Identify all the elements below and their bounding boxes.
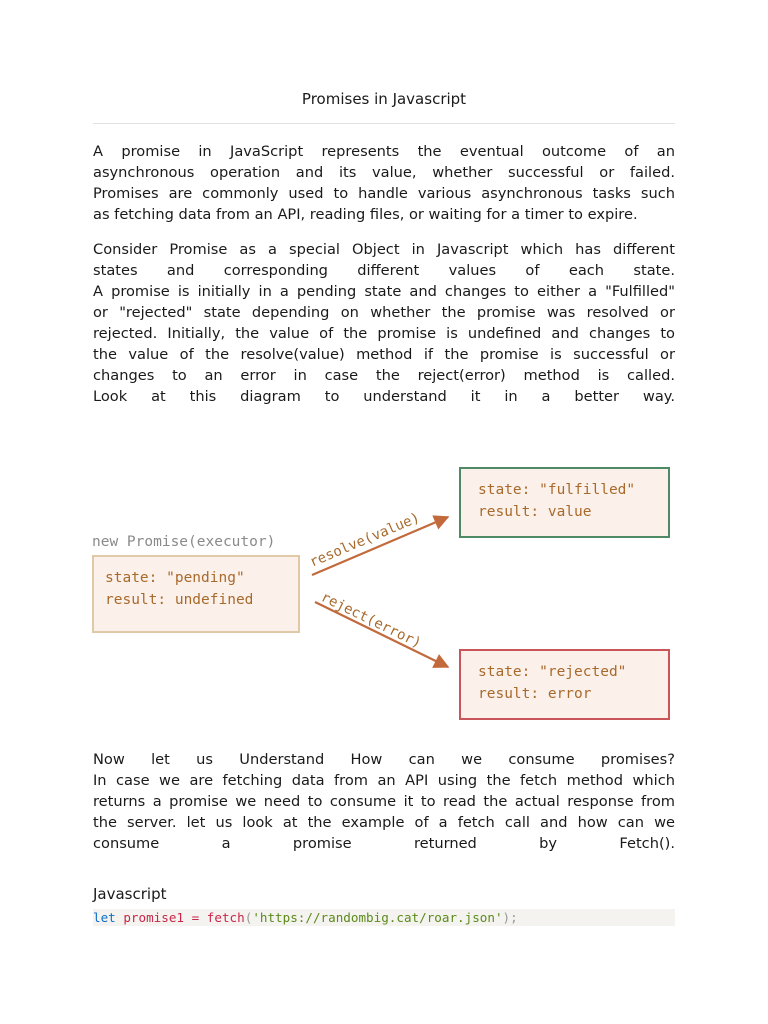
paragraph-line: Now let us Understand How can we consume promises? xyxy=(93,751,675,768)
paragraph-line: changes to an error in case the reject(error) method is called. xyxy=(93,367,675,384)
resolve-label: resolve(value) xyxy=(307,509,423,571)
states-paragraph xyxy=(93,239,675,407)
constructor-label: new Promise(executor) xyxy=(92,534,276,550)
page-title: Promises in Javascript xyxy=(301,90,467,108)
code-variable: promise1 xyxy=(123,910,185,925)
code-keyword: let xyxy=(93,910,116,925)
reject-label: reject(error) xyxy=(318,589,424,652)
pending-state-text: state: "pending" xyxy=(105,570,245,586)
rejected-state-text: state: "rejected" xyxy=(478,664,627,680)
code-open-paren: ( xyxy=(244,910,253,925)
paragraph-line: Promises are commonly used to handle various asynchronous tasks such xyxy=(93,185,675,202)
consume-paragraph xyxy=(93,749,675,854)
code-function: fetch xyxy=(206,910,245,925)
fulfilled-box xyxy=(460,468,669,537)
code-block xyxy=(93,909,675,926)
paragraph-line: Look at this diagram to understand it in a better way. xyxy=(93,388,675,405)
title-divider xyxy=(93,123,675,124)
paragraph-line: consume a promise returned by Fetch(). xyxy=(93,835,675,852)
code-close-paren: ); xyxy=(502,910,518,925)
paragraph-line: A promise is initially in a pending state and changes to either a "Fulfilled" xyxy=(93,283,675,300)
paragraph-line: In case we are fetching data from an API using the fetch method which xyxy=(93,772,675,789)
pending-result-text: result: undefined xyxy=(105,592,254,608)
paragraph-line: Consider Promise as a special Object in Javascript which has different xyxy=(93,241,675,258)
rejected-result-text: result: error xyxy=(478,686,592,702)
code-string: 'https://randombig.cat/roar.json' xyxy=(252,910,503,925)
rejected-box xyxy=(460,650,669,719)
paragraph-line: asynchronous operation and its value, whether successful or failed. xyxy=(93,164,675,181)
paragraph-line: or "rejected" state depending on whether the promise was resolved or xyxy=(93,304,675,321)
code-operator: = xyxy=(191,910,200,925)
paragraph-line: states and corresponding different values of each state. xyxy=(93,262,675,279)
intro-paragraph xyxy=(93,141,675,225)
paragraph-line: the value of the resolve(value) method if the promise is successful or xyxy=(93,346,675,363)
code-language-label: Javascript xyxy=(93,885,167,903)
paragraph-line: returns a promise we need to consume it to read the actual response from xyxy=(93,793,675,810)
promise-states-diagram xyxy=(90,455,680,730)
paragraph-line: the server. let us look at the example of a fetch call and how can we xyxy=(93,814,675,831)
fulfilled-state-text: state: "fulfilled" xyxy=(478,482,636,498)
paragraph-line: rejected. Initially, the value of the promise is undefined and changes to xyxy=(93,325,675,342)
fulfilled-result-text: result: value xyxy=(478,504,592,520)
paragraph-line: A promise in JavaScript represents the eventual outcome of an xyxy=(93,143,675,160)
reject-arrow xyxy=(315,602,448,667)
paragraph-line: as fetching data from an API, reading files, or waiting for a timer to expire. xyxy=(93,206,638,223)
